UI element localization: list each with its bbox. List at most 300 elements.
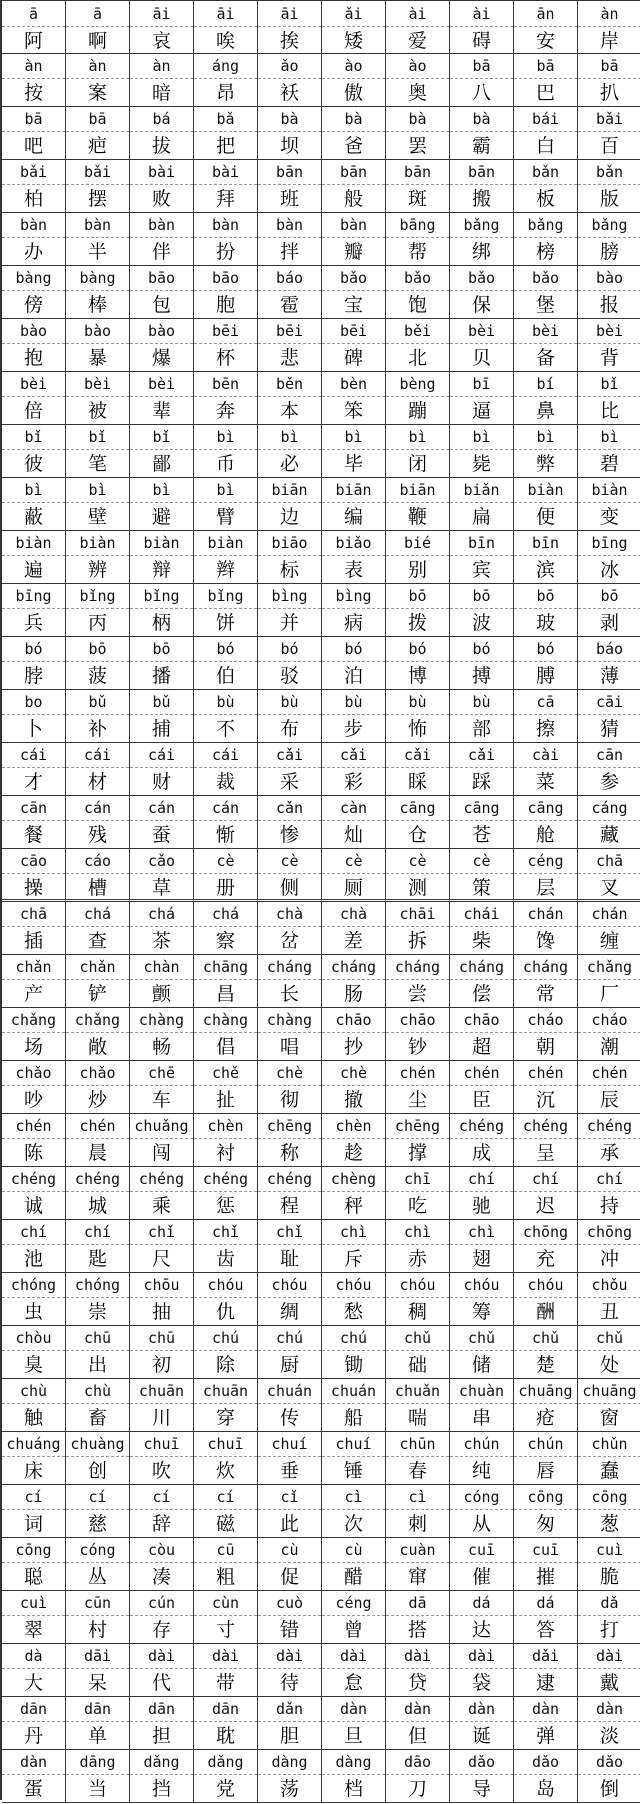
hanzi-character: 摧 [535,1566,555,1588]
hanzi-character: 八 [471,82,491,104]
hanzi-character: 导 [471,1778,491,1800]
table-cell [66,583,130,637]
hanzi-character: 败 [151,188,171,210]
pinyin-label: bì [130,477,193,503]
table-cell [386,1590,450,1644]
pinyin-label: céng [322,1590,385,1616]
table-cell [194,0,258,54]
hanzi-character: 惩 [215,1195,235,1217]
hanzi-character: 畅 [151,1036,171,1058]
table-row [2,318,640,372]
pinyin-label: cái [130,742,193,768]
pinyin-label: dàn [578,1696,640,1722]
hanzi-character: 棒 [87,294,107,316]
hanzi-character: 猜 [599,718,619,740]
hanzi-character: 参 [599,771,619,793]
pinyin-label: chán [514,901,577,927]
table-cell [194,212,258,266]
table-cell [194,742,258,796]
table-cell [2,1537,66,1591]
hanzi-character: 厂 [599,983,619,1005]
hanzi-character: 哀 [151,30,171,52]
table-cell [130,1166,194,1220]
table-cell [258,901,322,955]
table-cell [130,1272,194,1326]
pinyin-label: bō [514,583,577,609]
table-cell [578,583,640,637]
hanzi-character: 厕 [343,877,363,899]
hanzi-character: 衬 [215,1142,235,1164]
table-row [2,1590,640,1644]
hanzi-character: 翅 [471,1248,491,1270]
hanzi-character: 膊 [535,665,555,687]
hanzi-character: 碑 [343,347,363,369]
hanzi-character: 辈 [151,400,171,422]
table-cell [450,0,514,54]
table-cell [386,1431,450,1485]
pinyin-label: chuī [194,1431,257,1457]
table-cell [450,742,514,796]
table-cell [450,1696,514,1750]
pinyin-label: cè [194,848,257,874]
table-cell [450,318,514,372]
hanzi-character: 播 [151,665,171,687]
pinyin-label: biān [386,477,449,503]
hanzi-character: 产 [23,983,43,1005]
hanzi-character: 补 [87,718,107,740]
pinyin-label: biāo [258,530,321,556]
hanzi-character: 堡 [535,294,555,316]
table-cell [450,954,514,1008]
table-cell [386,636,450,690]
pinyin-label: biàn [514,477,577,503]
hanzi-character: 蛋 [23,1778,43,1800]
table-cell [2,848,66,902]
table-cell [258,583,322,637]
hanzi-character: 错 [279,1619,299,1641]
hanzi-character: 半 [87,241,107,263]
hanzi-character: 币 [215,453,235,475]
hanzi-character: 伯 [215,665,235,687]
hanzi-character: 喘 [407,1407,427,1429]
table-cell [386,477,450,531]
hanzi-character: 玻 [535,612,555,634]
table-cell [514,106,578,160]
pinyin-label: céng [514,848,577,874]
pinyin-label: bó [2,636,65,662]
hanzi-character: 柴 [471,930,491,952]
table-cell [258,954,322,1008]
hanzi-character: 辨 [87,559,107,581]
table-cell [322,1325,386,1379]
table-cell [322,1219,386,1273]
pinyin-label: chèng [322,1166,385,1192]
pinyin-label: chuān [130,1378,193,1404]
hanzi-character: 楚 [535,1354,555,1376]
pinyin-label: cūn [66,1590,129,1616]
table-cell [194,1696,258,1750]
pinyin-label: cè [450,848,513,874]
table-cell [386,53,450,107]
table-cell [514,265,578,319]
table-cell [514,1113,578,1167]
hanzi-character: 础 [407,1354,427,1376]
pinyin-label: bā [66,106,129,132]
table-cell [258,1643,322,1697]
pinyin-label: dǎng [194,1749,257,1775]
table-cell [322,530,386,584]
table-cell [2,954,66,1008]
table-cell [322,1643,386,1697]
table-cell [514,1166,578,1220]
pinyin-label: cái [66,742,129,768]
pinyin-label: chū [66,1325,129,1351]
pinyin-label: chǎo [2,1060,65,1086]
table-cell [578,1749,640,1803]
table-cell [2,1325,66,1379]
pinyin-label: cài [514,742,577,768]
pinyin-label: biǎn [450,477,513,503]
table-cell [322,1272,386,1326]
table-cell [130,1537,194,1591]
table-cell [258,1272,322,1326]
table-cell [386,689,450,743]
table-cell [258,53,322,107]
pinyin-label: bǐng [194,583,257,609]
table-cell [578,424,640,478]
table-cell [450,477,514,531]
table-cell [258,371,322,425]
hanzi-character: 草 [151,877,171,899]
table-cell [194,1325,258,1379]
hanzi-character: 筹 [471,1301,491,1323]
table-cell [514,477,578,531]
pinyin-label: bī [450,371,513,397]
pinyin-label: chuáng [2,1431,65,1457]
pinyin-label: bān [258,159,321,185]
pinyin-label: cǎi [322,742,385,768]
pinyin-label: dǎo [450,1749,513,1775]
hanzi-character: 臭 [23,1354,43,1376]
pinyin-label: bǐ [578,371,640,397]
hanzi-character: 灿 [343,824,363,846]
pinyin-label: chéng [258,1166,321,1192]
table-cell [2,1484,66,1538]
pinyin-label: bó [450,636,513,662]
pinyin-label: chuǎng [130,1113,193,1139]
table-cell [514,795,578,849]
hanzi-character: 吧 [23,135,43,157]
pinyin-label: cuì [2,1590,65,1616]
table-cell [386,954,450,1008]
hanzi-character: 碧 [599,453,619,475]
table-cell [194,1643,258,1697]
pinyin-label: bā [2,106,65,132]
table-cell [194,53,258,107]
table-cell [258,795,322,849]
pinyin-label: chù [2,1378,65,1404]
pinyin-label: běn [258,371,321,397]
table-cell [66,1484,130,1538]
table-cell [514,583,578,637]
table-cell [450,1484,514,1538]
table-cell [66,212,130,266]
hanzi-character: 聪 [23,1566,43,1588]
table-cell [258,265,322,319]
pinyin-label: chéng [130,1166,193,1192]
hanzi-character: 岸 [599,30,619,52]
table-cell [194,1113,258,1167]
table-cell [66,1378,130,1432]
hanzi-character: 代 [151,1672,171,1694]
table-cell [130,0,194,54]
table-cell [578,371,640,425]
pinyin-label: dài [322,1643,385,1669]
table-cell [194,1060,258,1114]
hanzi-character: 串 [471,1407,491,1429]
table-cell [66,1219,130,1273]
pinyin-label: chǒu [578,1272,640,1298]
table-cell [386,1060,450,1114]
hanzi-character: 般 [343,188,363,210]
pinyin-label: chóu [194,1272,257,1298]
pinyin-label: báo [578,636,640,662]
hanzi-character: 拌 [279,241,299,263]
pinyin-label: cuī [450,1537,513,1563]
table-cell [258,1060,322,1114]
hanzi-character: 霸 [471,135,491,157]
table-cell [386,742,450,796]
pinyin-label: bài [194,159,257,185]
hanzi-character: 答 [535,1619,555,1641]
table-cell [66,1007,130,1061]
table-cell [258,1696,322,1750]
hanzi-character: 翠 [23,1619,43,1641]
pinyin-label: bèi [130,371,193,397]
pinyin-label: chǐ [258,1219,321,1245]
hanzi-character: 兵 [23,612,43,634]
pinyin-label: bīn [514,530,577,556]
table-cell [194,1272,258,1326]
pinyin-label: dǎ [578,1590,640,1616]
pinyin-label: cān [578,742,640,768]
hanzi-character: 便 [535,506,555,528]
hanzi-character: 春 [407,1460,427,1482]
table-cell [194,477,258,531]
table-cell [130,212,194,266]
hanzi-character: 避 [151,506,171,528]
table-cell [322,742,386,796]
hanzi-character: 初 [151,1354,171,1376]
hanzi-character: 粗 [215,1566,235,1588]
table-cell [258,689,322,743]
table-cell [66,954,130,1008]
table-row [2,1219,640,1273]
hanzi-character: 窜 [407,1566,427,1588]
table-cell [514,371,578,425]
pinyin-label: bǔ [130,689,193,715]
pinyin-label: cū [194,1537,257,1563]
hanzi-character: 朝 [535,1036,555,1058]
table-row [2,636,640,690]
hanzi-character: 穿 [215,1407,235,1429]
table-cell [322,689,386,743]
table-cell [322,1007,386,1061]
table-cell [2,0,66,54]
pinyin-label: chì [322,1219,385,1245]
pinyin-label: ài [386,1,449,27]
hanzi-character: 承 [599,1142,619,1164]
pinyin-label: bì [258,424,321,450]
pinyin-label: còu [130,1537,193,1563]
table-cell [450,424,514,478]
hanzi-character: 傲 [343,82,363,104]
hanzi-character: 菠 [87,665,107,687]
hanzi-character: 布 [279,718,299,740]
hanzi-character: 彼 [23,453,43,475]
table-cell [386,159,450,213]
table-cell [386,1378,450,1432]
table-cell [194,530,258,584]
table-cell [322,1696,386,1750]
hanzi-character: 不 [215,718,235,740]
hanzi-character: 版 [599,188,619,210]
pinyin-label: dǎng [130,1749,193,1775]
table-cell [514,1537,578,1591]
table-cell [130,689,194,743]
table-row [2,848,640,902]
table-cell [514,1749,578,1803]
pinyin-label: bà [450,106,513,132]
table-cell [130,1431,194,1485]
pinyin-label: chū [130,1325,193,1351]
pinyin-label: chì [386,1219,449,1245]
pinyin-label: chāng [194,954,257,980]
table-cell [66,265,130,319]
pinyin-label: bá [130,106,193,132]
table-cell [2,212,66,266]
pinyin-label: bái [514,106,577,132]
table-cell [322,1378,386,1432]
hanzi-character: 荡 [279,1778,299,1800]
pinyin-label: cè [258,848,321,874]
table-cell [450,106,514,160]
pinyin-label: bù [450,689,513,715]
hanzi-character: 伴 [151,241,171,263]
pinyin-label: dá [450,1590,513,1616]
table-cell [258,106,322,160]
hanzi-character: 吵 [23,1089,43,1111]
table-cell [2,1378,66,1432]
pinyin-label: bǐ [66,424,129,450]
table-cell [130,1590,194,1644]
table-cell [66,848,130,902]
table-cell [2,1060,66,1114]
table-cell [66,318,130,372]
hanzi-character: 菜 [535,771,555,793]
table-cell [386,371,450,425]
hanzi-character: 酬 [535,1301,555,1323]
hanzi-character: 操 [23,877,43,899]
table-cell [386,583,450,637]
pinyin-label: chì [450,1219,513,1245]
table-row [2,530,640,584]
hanzi-character: 瓣 [343,241,363,263]
pinyin-label: chàng [258,1007,321,1033]
pinyin-label: cái [194,742,257,768]
pinyin-label: bào [2,318,65,344]
pinyin-label: cún [130,1590,193,1616]
hanzi-character: 悲 [279,347,299,369]
table-cell [450,1537,514,1591]
table-row [2,1060,640,1114]
hanzi-character: 敞 [87,1036,107,1058]
pinyin-label: cōng [2,1537,65,1563]
hanzi-character: 暴 [87,347,107,369]
hanzi-character: 稠 [407,1301,427,1323]
table-cell [130,848,194,902]
table-cell [258,212,322,266]
hanzi-character: 胞 [215,294,235,316]
pinyin-label: bān [386,159,449,185]
table-cell [194,1007,258,1061]
pinyin-label: bó [258,636,321,662]
table-cell [386,530,450,584]
table-cell [66,424,130,478]
pinyin-label: cáo [66,848,129,874]
hanzi-character: 炊 [215,1460,235,1482]
pinyin-label: chán [578,901,640,927]
pinyin-label: bèi [2,371,65,397]
pinyin-label: bàn [130,212,193,238]
pinyin-label: bà [386,106,449,132]
hanzi-character: 滨 [535,559,555,581]
table-cell [2,636,66,690]
table-row [2,1007,640,1061]
hanzi-character: 秤 [343,1195,363,1217]
pinyin-label: biǎo [322,530,385,556]
hanzi-character: 边 [279,506,299,528]
hanzi-character: 必 [279,453,299,475]
hanzi-character: 层 [535,877,555,899]
table-cell [258,848,322,902]
table-cell [2,1643,66,1697]
pinyin-label: bàn [2,212,65,238]
pinyin-label: dāng [66,1749,129,1775]
hanzi-character: 称 [279,1142,299,1164]
hanzi-character: 钞 [407,1036,427,1058]
hanzi-character: 乘 [151,1195,171,1217]
table-cell [130,477,194,531]
table-cell [578,901,640,955]
hanzi-character: 打 [599,1619,619,1641]
table-cell [194,1378,258,1432]
hanzi-character: 扯 [215,1089,235,1111]
hanzi-character: 标 [279,559,299,581]
hanzi-character: 城 [87,1195,107,1217]
hanzi-character: 鄙 [151,453,171,475]
hanzi-character: 触 [23,1407,43,1429]
pinyin-label: bǎng [514,212,577,238]
hanzi-character: 抱 [23,347,43,369]
pinyin-label: bǎo [386,265,449,291]
table-cell [322,1484,386,1538]
table-cell [514,1696,578,1750]
table-cell [66,1060,130,1114]
hanzi-character: 尝 [407,983,427,1005]
table-cell [322,636,386,690]
pinyin-label: bí [514,371,577,397]
